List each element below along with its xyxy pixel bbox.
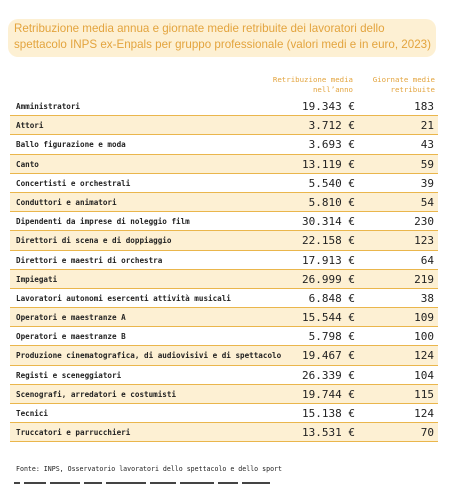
table-row bbox=[10, 404, 438, 423]
retribuzione-value: 3.693 bbox=[308, 138, 342, 152]
row-giornate: 64 bbox=[420, 253, 434, 267]
currency-symbol: € bbox=[348, 272, 355, 286]
table-row bbox=[10, 193, 438, 212]
row-retribuzione bbox=[309, 138, 355, 151]
row-retribuzione bbox=[302, 369, 355, 382]
header-retribuzione: Retribuzione media nell’anno bbox=[272, 75, 353, 94]
retribuzione-value: 13.119 bbox=[302, 157, 342, 171]
table-row bbox=[10, 231, 438, 250]
currency-symbol: € bbox=[348, 234, 355, 248]
row-label: Scenografi, arredatori e costumisti bbox=[16, 389, 177, 399]
row-label: Conduttori e animatori bbox=[16, 197, 117, 207]
row-giornate: 183 bbox=[414, 100, 434, 113]
table-row bbox=[10, 366, 438, 385]
retribuzione-value: 19.744 bbox=[302, 387, 342, 401]
table-row bbox=[10, 423, 438, 442]
row-retribuzione bbox=[309, 330, 355, 343]
row-label: Direttori e maestri di orchestra bbox=[16, 255, 163, 265]
row-retribuzione bbox=[309, 177, 355, 190]
retribuzione-value: 13.531 bbox=[302, 426, 342, 440]
retribuzione-value: 17.913 bbox=[302, 253, 342, 267]
retribuzione-value: 19.343 bbox=[302, 100, 342, 113]
table-row bbox=[10, 212, 438, 231]
row-retribuzione bbox=[309, 292, 355, 305]
currency-symbol: € bbox=[348, 195, 355, 209]
row-label: Tecnici bbox=[16, 409, 49, 418]
table-row bbox=[10, 135, 438, 154]
data-table bbox=[10, 97, 438, 442]
retribuzione-value: 15.138 bbox=[302, 407, 342, 420]
currency-symbol: € bbox=[348, 291, 355, 305]
currency-symbol: € bbox=[348, 100, 355, 113]
row-giornate: 38 bbox=[420, 291, 434, 305]
table-row bbox=[10, 97, 438, 116]
row-label: Produzione cinematografica, di audiovisivi e di spettacolo bbox=[16, 351, 282, 361]
table-row bbox=[10, 346, 438, 365]
row-retribuzione bbox=[302, 426, 355, 439]
table-row bbox=[10, 289, 438, 308]
row-giornate: 39 bbox=[420, 176, 434, 190]
row-giornate: 219 bbox=[414, 272, 434, 286]
retribuzione-value: 5.798 bbox=[308, 330, 342, 344]
row-label: Impiegati bbox=[16, 274, 58, 284]
currency-symbol: € bbox=[348, 368, 355, 382]
row-retribuzione bbox=[302, 311, 355, 324]
row-label: Registi e sceneggiatori bbox=[16, 370, 122, 380]
row-giornate: 109 bbox=[414, 311, 434, 325]
header-giornate: Giornate medie retribuite bbox=[372, 75, 435, 94]
row-retribuzione bbox=[302, 254, 355, 267]
currency-symbol: € bbox=[348, 311, 355, 325]
table-row bbox=[10, 251, 438, 270]
currency-symbol: € bbox=[348, 387, 355, 401]
currency-symbol: € bbox=[348, 138, 355, 152]
currency-symbol: € bbox=[348, 426, 355, 440]
retribuzione-value: 6.848 bbox=[308, 291, 342, 305]
row-giornate: 104 bbox=[414, 368, 434, 382]
currency-symbol: € bbox=[348, 157, 355, 171]
cut-off-text bbox=[14, 482, 314, 487]
row-giornate: 123 bbox=[414, 234, 434, 248]
retribuzione-value: 3.712 bbox=[308, 119, 342, 133]
row-retribuzione bbox=[309, 119, 355, 132]
row-retribuzione bbox=[302, 407, 355, 420]
row-label: Operatori e maestranze B bbox=[16, 332, 126, 342]
row-label: Direttori di scena e di doppiaggio bbox=[16, 236, 172, 246]
currency-symbol: € bbox=[348, 253, 355, 267]
retribuzione-value: 5.540 bbox=[308, 176, 342, 190]
row-giornate: 230 bbox=[414, 215, 434, 229]
currency-symbol: € bbox=[348, 176, 355, 190]
retribuzione-value: 26.339 bbox=[302, 368, 342, 382]
row-giornate: 115 bbox=[414, 387, 434, 401]
table-row bbox=[10, 116, 438, 135]
row-label: Concertisti e orchestrali bbox=[16, 178, 131, 188]
row-retribuzione bbox=[302, 273, 355, 286]
retribuzione-value: 30.314 bbox=[302, 215, 342, 229]
row-label: Attori bbox=[16, 121, 44, 131]
retribuzione-value: 15.544 bbox=[302, 311, 342, 325]
row-label: Truccatori e parrucchieri bbox=[16, 428, 131, 438]
currency-symbol: € bbox=[348, 407, 355, 420]
retribuzione-value: 5.810 bbox=[308, 195, 342, 209]
table-title: Retribuzione media annua e giornate medie retribuite dei lavoratori dello spettacolo INPS ex-Enpals per gruppo professionale (valori medi e in euro, 2023) bbox=[14, 22, 431, 51]
row-label: Lavoratori autonomi esercenti attività musicali bbox=[16, 293, 231, 303]
currency-symbol: € bbox=[348, 215, 355, 229]
row-giornate: 54 bbox=[420, 195, 434, 209]
row-retribuzione bbox=[302, 215, 355, 228]
row-label: Dipendenti da imprese di noleggio film bbox=[16, 217, 190, 227]
row-label: Operatori e maestranze A bbox=[16, 313, 126, 323]
table-row bbox=[10, 327, 438, 346]
retribuzione-value: 26.999 bbox=[302, 272, 342, 286]
row-label: Canto bbox=[16, 159, 39, 169]
row-giornate: 124 bbox=[414, 407, 434, 420]
row-retribuzione bbox=[302, 158, 355, 171]
row-giornate: 124 bbox=[414, 349, 434, 363]
row-giornate: 70 bbox=[420, 426, 434, 440]
row-retribuzione bbox=[302, 349, 355, 362]
row-retribuzione bbox=[302, 388, 355, 401]
row-label: Amministratori bbox=[16, 102, 81, 111]
currency-symbol: € bbox=[348, 119, 355, 133]
retribuzione-value: 19.467 bbox=[302, 349, 342, 363]
row-giornate: 21 bbox=[420, 119, 434, 133]
row-label: Ballo figurazione e moda bbox=[16, 140, 126, 150]
row-giornate: 100 bbox=[414, 330, 434, 344]
currency-symbol: € bbox=[348, 330, 355, 344]
table-row bbox=[10, 270, 438, 289]
table-row bbox=[10, 308, 438, 327]
retribuzione-value: 22.158 bbox=[302, 234, 342, 248]
row-retribuzione bbox=[302, 234, 355, 247]
table-row bbox=[10, 155, 438, 174]
row-retribuzione bbox=[302, 100, 355, 113]
row-retribuzione bbox=[309, 196, 355, 209]
currency-symbol: € bbox=[348, 349, 355, 363]
table-row bbox=[10, 385, 438, 404]
table-row bbox=[10, 174, 438, 193]
row-giornate: 59 bbox=[420, 157, 434, 171]
row-giornate: 43 bbox=[420, 138, 434, 152]
source-note: Fonte: INPS, Osservatorio lavoratori dello spettacolo e dello sport bbox=[16, 465, 282, 473]
